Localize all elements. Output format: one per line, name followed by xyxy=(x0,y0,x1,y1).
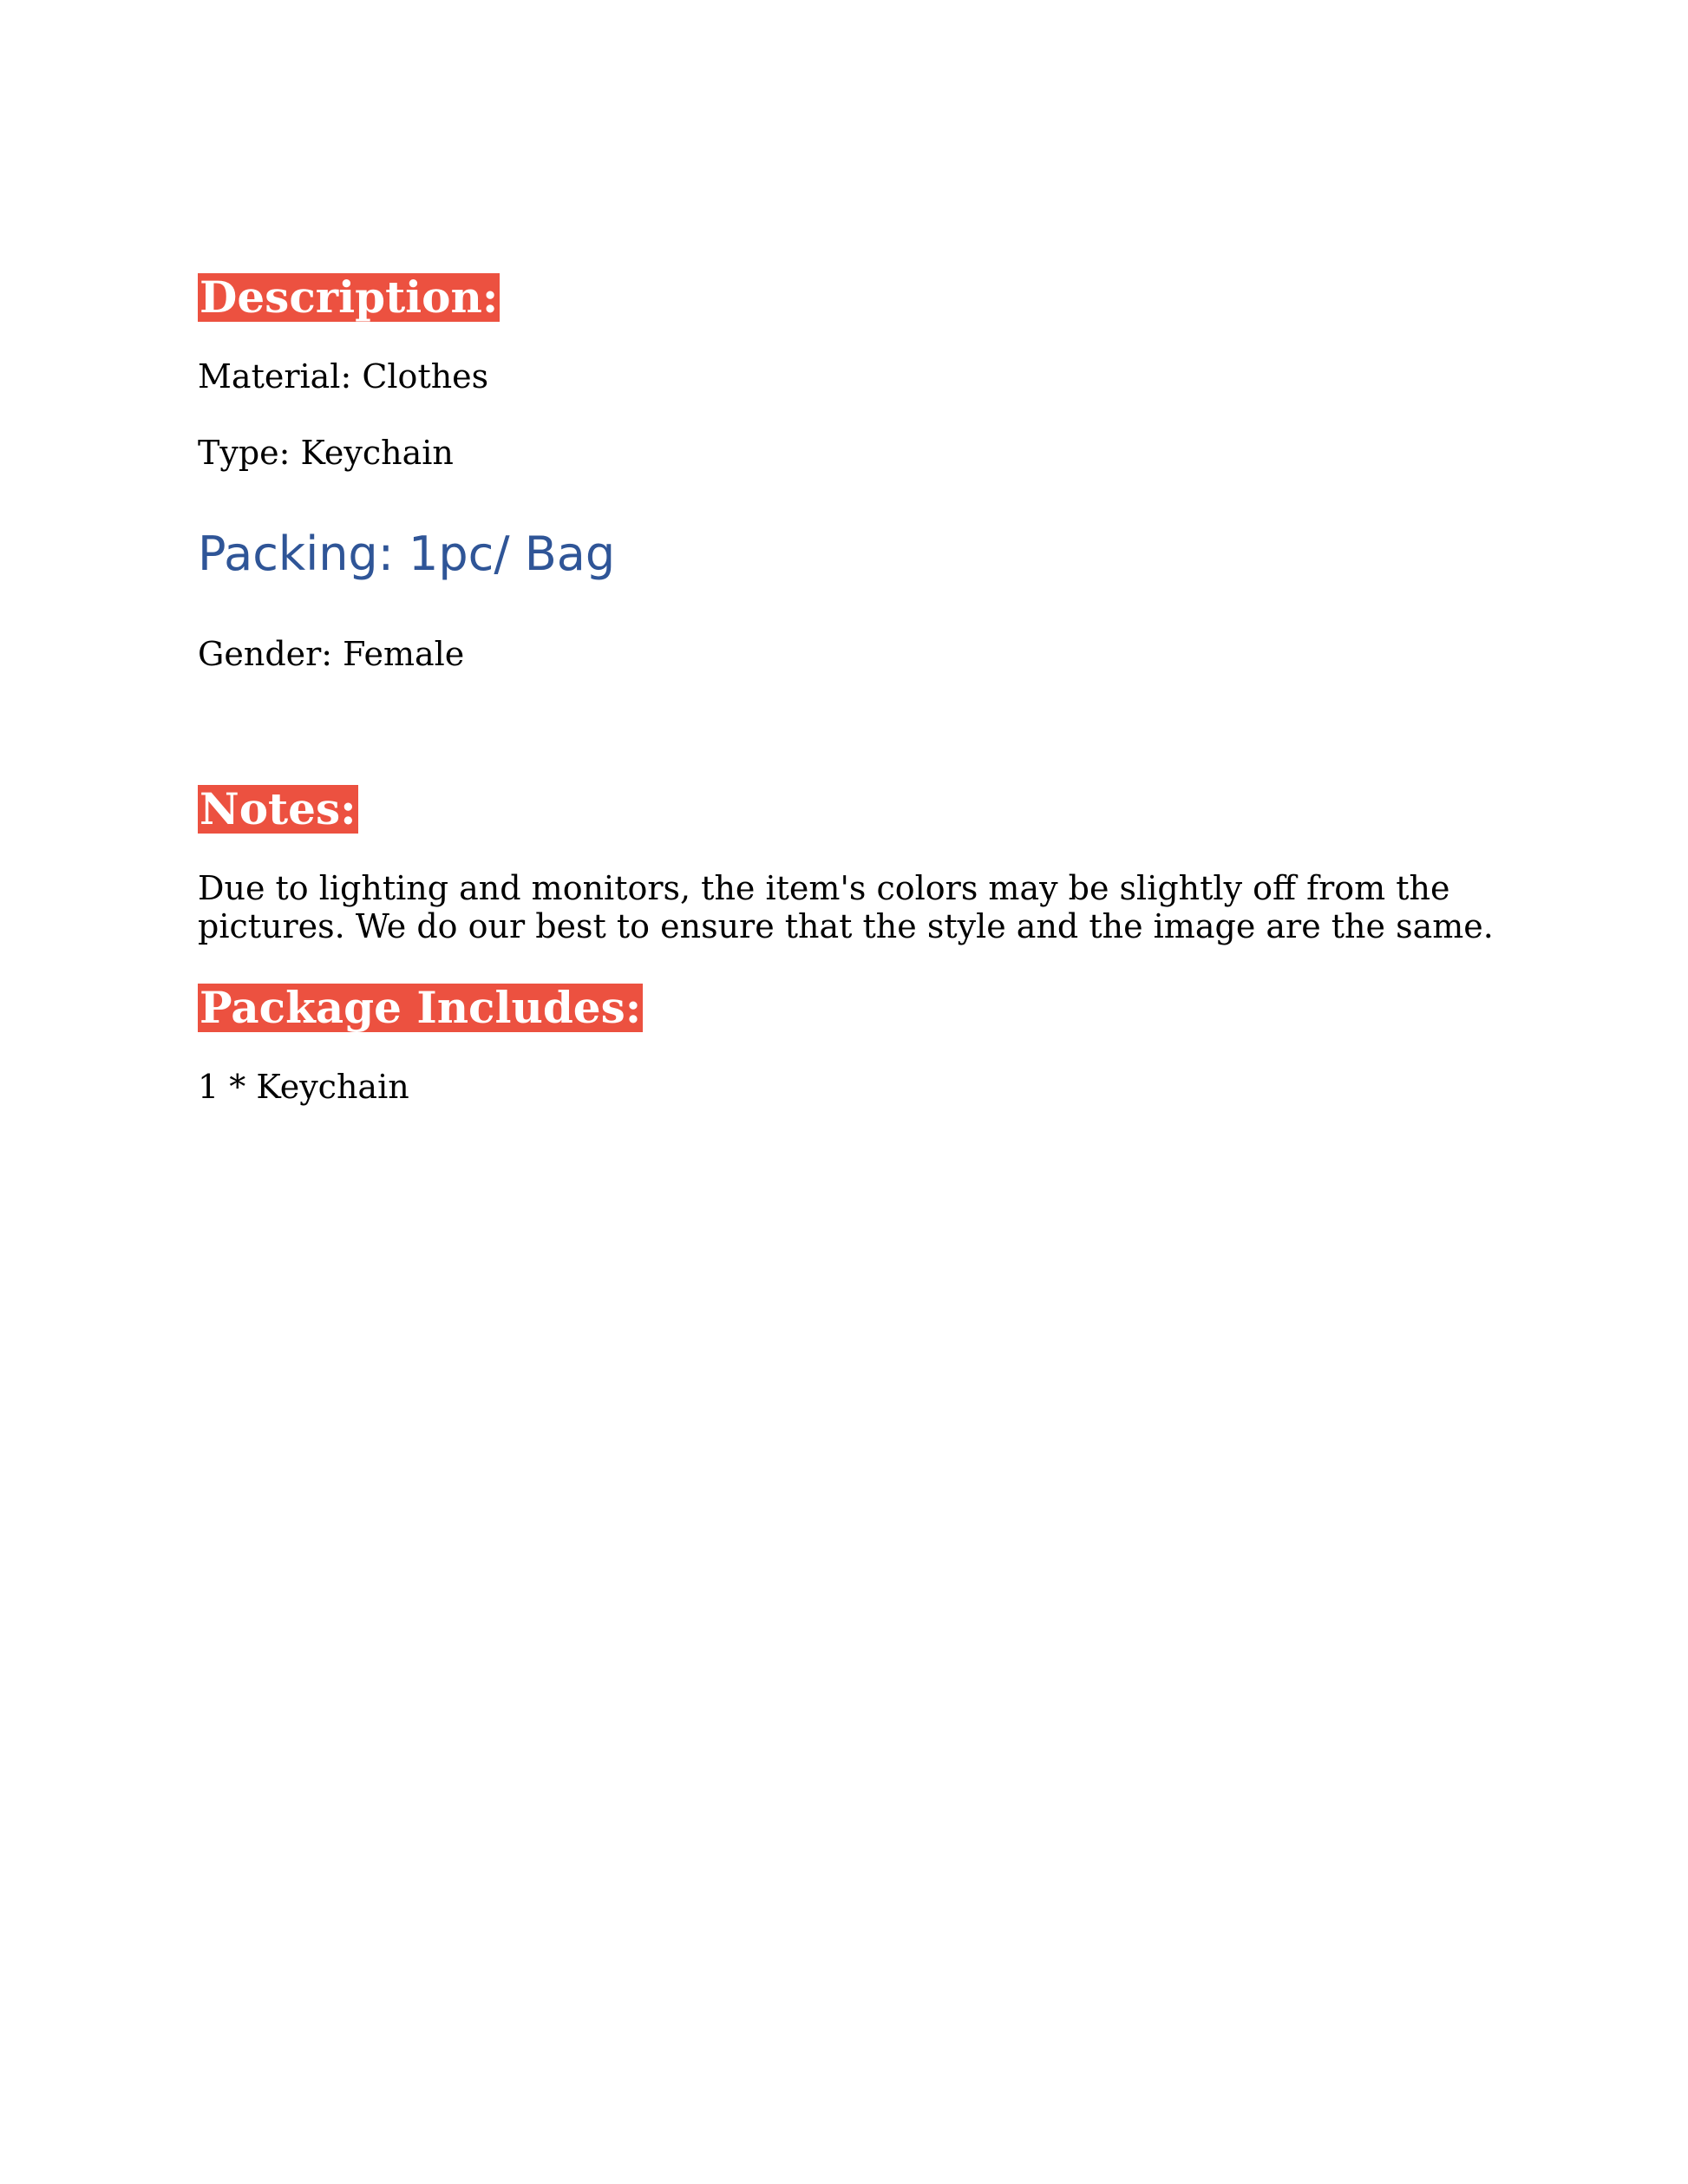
gender-line: Gender: Female xyxy=(198,635,465,673)
material-line: Material: Clothes xyxy=(198,357,489,396)
type-line: Type: Keychain xyxy=(198,434,454,472)
notes-heading: Notes: xyxy=(200,783,357,834)
package-includes-heading: Package Includes: xyxy=(200,982,642,1033)
package-item-line: 1 * Keychain xyxy=(198,1068,409,1106)
packing-heading: Packing: 1pc/ Bag xyxy=(198,526,616,581)
notes-paragraph: Due to lighting and monitors, the item's colors may be slightly off from the pictures. We do our best to ensure that the style and the image are the same. xyxy=(198,869,1494,945)
description-heading: Description: xyxy=(200,271,499,323)
